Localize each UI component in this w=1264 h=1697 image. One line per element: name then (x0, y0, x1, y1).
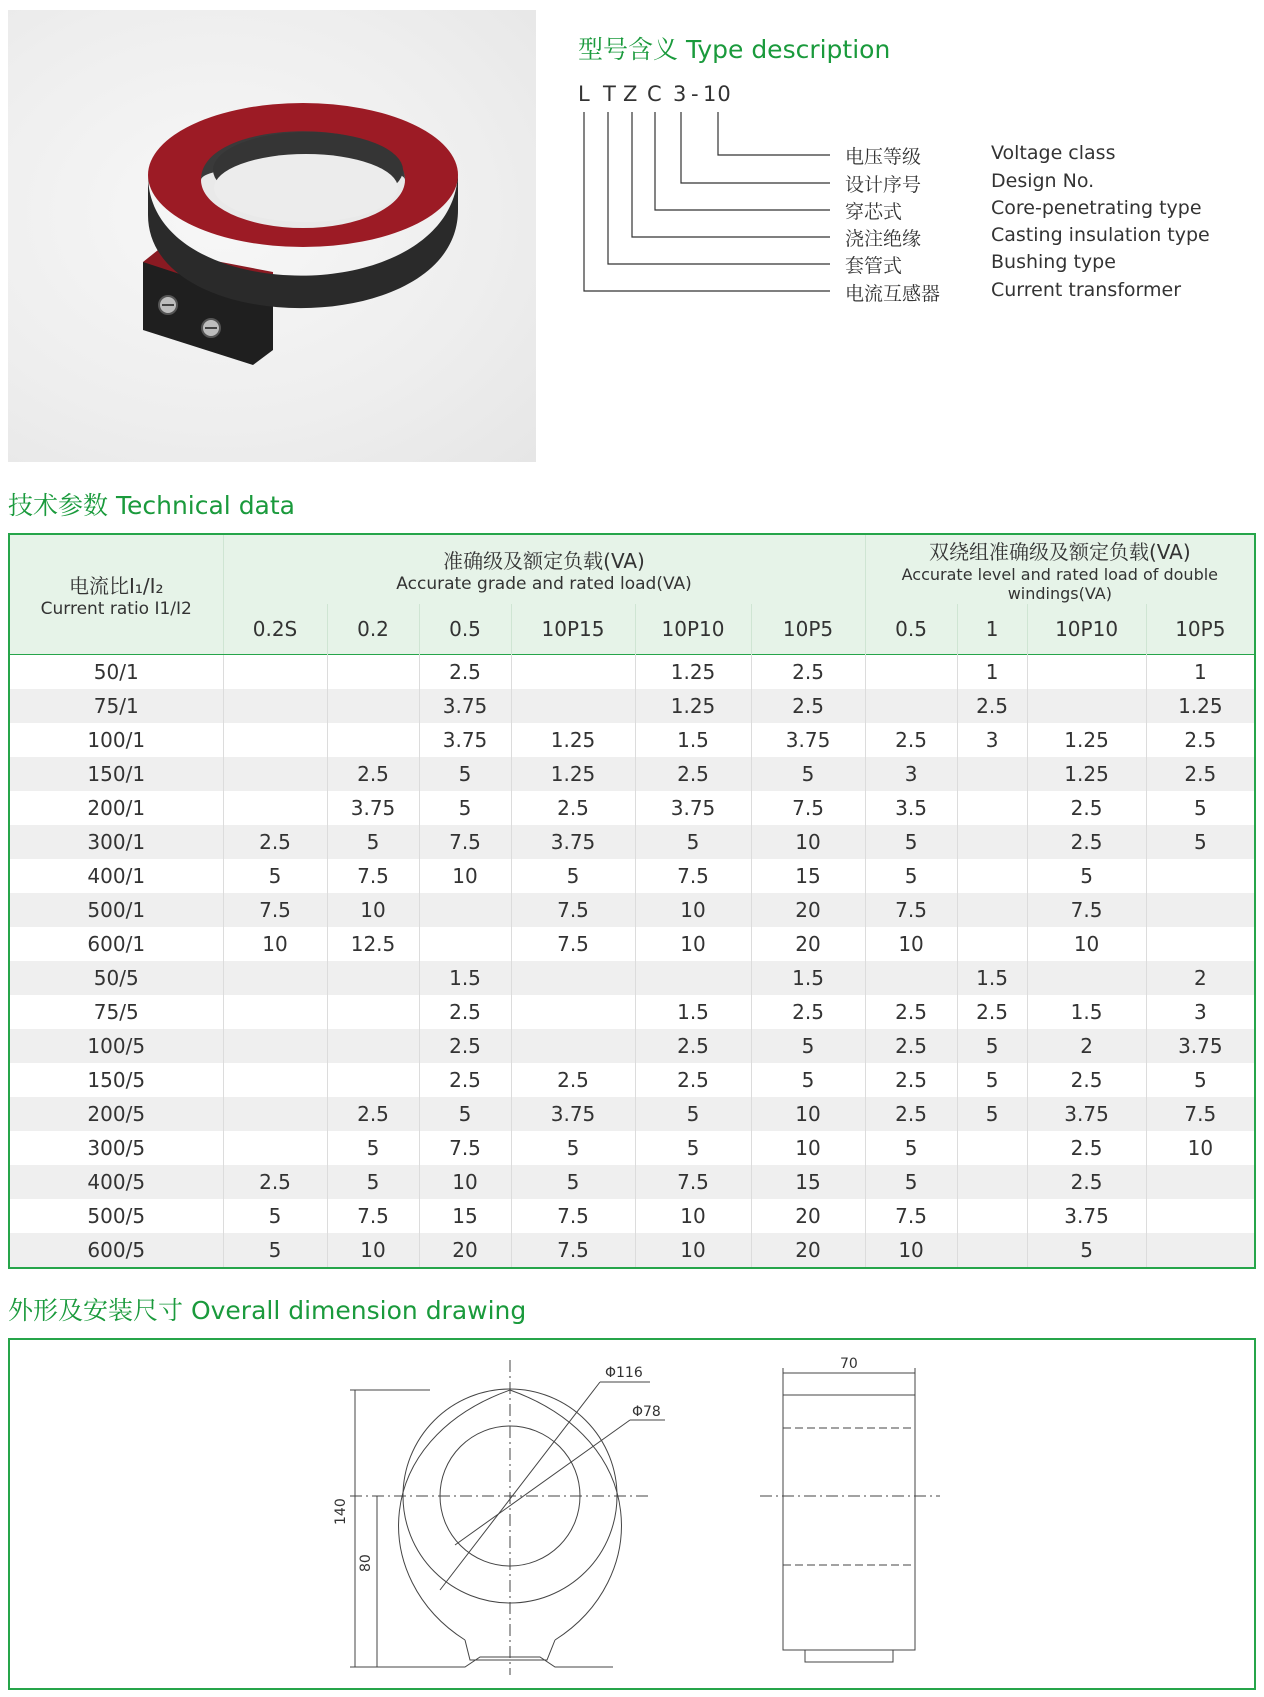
value-cell: 5 (635, 1131, 751, 1165)
column-header: 0.2S (223, 604, 327, 654)
value-cell: 10 (327, 893, 419, 927)
value-cell (327, 1063, 419, 1097)
code-letter-c: C (647, 82, 663, 106)
value-cell: 10 (751, 1131, 865, 1165)
value-cell: 2.5 (865, 1029, 957, 1063)
code-digit-3: 3 (673, 82, 688, 106)
value-cell: 10 (419, 859, 511, 893)
value-cell: 7.5 (327, 1199, 419, 1233)
group1-header: 准确级及额定负载(VA) Accurate grade and rated load(VA) (223, 535, 865, 604)
value-cell: 2.5 (635, 1063, 751, 1097)
column-header: 0.5 (419, 604, 511, 654)
value-cell: 20 (751, 927, 865, 961)
value-cell (511, 995, 635, 1029)
dim-total-height: 140 (333, 1498, 349, 1525)
value-cell (1027, 654, 1146, 689)
dim-outer-diameter: Φ116 (605, 1365, 643, 1381)
value-cell: 5 (1146, 791, 1254, 825)
table-row (10, 1063, 1254, 1097)
value-cell: 10 (751, 825, 865, 859)
value-cell (957, 1233, 1027, 1267)
ratio-cell: 100/5 (10, 1029, 223, 1063)
value-cell (1146, 859, 1254, 893)
value-cell (957, 825, 1027, 859)
value-cell: 7.5 (223, 893, 327, 927)
value-cell (327, 1029, 419, 1063)
value-cell: 2.5 (1146, 723, 1254, 757)
table-row (10, 1233, 1254, 1267)
value-cell (957, 893, 1027, 927)
value-cell (419, 927, 511, 961)
table-row (10, 689, 1254, 723)
column-header: 10P15 (511, 604, 635, 654)
value-cell: 15 (751, 859, 865, 893)
value-cell: 2.5 (511, 1063, 635, 1097)
value-cell: 1.5 (635, 723, 751, 757)
value-cell (511, 1029, 635, 1063)
value-cell: 2.5 (419, 995, 511, 1029)
value-cell (223, 689, 327, 723)
value-cell: 20 (751, 1233, 865, 1267)
dimension-drawing-title: 外形及安装尺寸 Overall dimension drawing (8, 1296, 527, 1325)
value-cell: 2.5 (957, 995, 1027, 1029)
ratio-cell: 200/1 (10, 791, 223, 825)
value-cell: 2.5 (1027, 825, 1146, 859)
value-cell: 3 (1146, 995, 1254, 1029)
value-cell: 1 (1146, 654, 1254, 689)
value-cell: 1.5 (635, 995, 751, 1029)
value-cell: 2.5 (635, 1029, 751, 1063)
table-row (10, 1131, 1254, 1165)
value-cell: 3.5 (865, 791, 957, 825)
value-cell: 3 (865, 757, 957, 791)
value-cell: 10 (635, 893, 751, 927)
value-cell: 3.75 (751, 723, 865, 757)
type-description-title: 型号含义 Type description (578, 35, 891, 64)
value-cell: 2.5 (865, 1063, 957, 1097)
value-cell (223, 757, 327, 791)
value-cell: 7.5 (635, 1165, 751, 1199)
ratio-cell: 300/1 (10, 825, 223, 859)
value-cell (223, 1131, 327, 1165)
column-header: 1 (957, 604, 1027, 654)
value-cell: 5 (511, 859, 635, 893)
value-cell: 7.5 (511, 893, 635, 927)
value-cell: 5 (419, 791, 511, 825)
value-cell: 2.5 (865, 995, 957, 1029)
value-cell: 1.5 (419, 961, 511, 995)
value-cell: 2.5 (751, 995, 865, 1029)
code-letter-t: T (603, 82, 617, 106)
value-cell (957, 1199, 1027, 1233)
value-cell (327, 995, 419, 1029)
value-cell (511, 654, 635, 689)
value-cell: 5 (635, 825, 751, 859)
value-cell: 3.75 (635, 791, 751, 825)
value-cell (1146, 1199, 1254, 1233)
value-cell: 5 (419, 757, 511, 791)
value-cell: 1.5 (957, 961, 1027, 995)
value-cell: 10 (865, 927, 957, 961)
value-cell (957, 927, 1027, 961)
value-cell: 1.25 (1027, 757, 1146, 791)
value-cell: 1.25 (511, 757, 635, 791)
value-cell: 5 (865, 859, 957, 893)
code-letter-l: L (578, 82, 591, 106)
value-cell: 7.5 (511, 1199, 635, 1233)
table-row (10, 859, 1254, 893)
value-cell: 10 (327, 1233, 419, 1267)
ratio-cell: 600/1 (10, 927, 223, 961)
value-cell: 3.75 (1027, 1097, 1146, 1131)
value-cell: 5 (223, 1199, 327, 1233)
value-cell: 5 (635, 1097, 751, 1131)
value-cell: 5 (865, 1131, 957, 1165)
value-cell: 10 (223, 927, 327, 961)
ratio-cell: 600/5 (10, 1233, 223, 1267)
value-cell: 5 (327, 825, 419, 859)
value-cell: 2.5 (865, 723, 957, 757)
value-cell: 10 (419, 1165, 511, 1199)
value-cell: 2.5 (751, 654, 865, 689)
value-cell: 10 (635, 1233, 751, 1267)
value-cell: 2.5 (635, 757, 751, 791)
value-cell: 2.5 (751, 689, 865, 723)
value-cell: 5 (223, 1233, 327, 1267)
value-cell: 10 (865, 1233, 957, 1267)
ratio-cell: 500/1 (10, 893, 223, 927)
value-cell (223, 654, 327, 689)
value-cell (1027, 689, 1146, 723)
value-cell (223, 1097, 327, 1131)
value-cell (957, 791, 1027, 825)
value-cell: 5 (1027, 1233, 1146, 1267)
value-cell: 5 (957, 1063, 1027, 1097)
value-cell: 5 (511, 1165, 635, 1199)
value-cell: 5 (957, 1097, 1027, 1131)
value-cell: 12.5 (327, 927, 419, 961)
value-cell: 7.5 (865, 1199, 957, 1233)
value-cell: 10 (635, 927, 751, 961)
value-cell: 2.5 (1027, 1063, 1146, 1097)
dim-inner-diameter: Φ78 (632, 1404, 661, 1420)
table-row (10, 1199, 1254, 1233)
value-cell: 3.75 (1027, 1199, 1146, 1233)
code-letter-z: Z (623, 82, 639, 106)
value-cell: 1.25 (1146, 689, 1254, 723)
value-cell (957, 1131, 1027, 1165)
value-cell (223, 995, 327, 1029)
value-cell: 2.5 (419, 654, 511, 689)
value-cell (511, 961, 635, 995)
value-cell: 2.5 (1027, 791, 1146, 825)
value-cell: 5 (751, 1063, 865, 1097)
dimension-drawing-panel (8, 1338, 1256, 1690)
ratio-cell: 75/5 (10, 995, 223, 1029)
technical-data-title: 技术参数 Technical data (8, 491, 295, 520)
value-cell (1146, 1165, 1254, 1199)
value-cell: 1.25 (635, 654, 751, 689)
value-cell: 7.5 (635, 859, 751, 893)
value-cell: 5 (751, 1029, 865, 1063)
value-cell: 2.5 (327, 1097, 419, 1131)
value-cell: 7.5 (327, 859, 419, 893)
value-cell: 5 (511, 1131, 635, 1165)
value-cell: 3.75 (327, 791, 419, 825)
column-header: 10P10 (635, 604, 751, 654)
value-cell: 1.5 (1027, 995, 1146, 1029)
value-cell: 2.5 (511, 791, 635, 825)
value-cell: 7.5 (511, 1233, 635, 1267)
value-cell: 1.5 (751, 961, 865, 995)
value-cell: 2.5 (1146, 757, 1254, 791)
value-cell (223, 961, 327, 995)
value-cell: 5 (1146, 825, 1254, 859)
table-row (10, 927, 1254, 961)
column-header: 0.5 (865, 604, 957, 654)
value-cell: 3.75 (511, 825, 635, 859)
value-cell: 5 (419, 1097, 511, 1131)
table-row (10, 995, 1254, 1029)
value-cell: 5 (751, 757, 865, 791)
value-cell: 3.75 (1146, 1029, 1254, 1063)
value-cell: 20 (751, 1199, 865, 1233)
value-cell (419, 893, 511, 927)
ratio-cell: 50/1 (10, 654, 223, 689)
value-cell (1027, 961, 1146, 995)
table-row (10, 1097, 1254, 1131)
value-cell (327, 689, 419, 723)
value-cell: 2.5 (1027, 1165, 1146, 1199)
value-cell: 5 (865, 825, 957, 859)
value-cell: 3.75 (419, 723, 511, 757)
value-cell: 7.5 (751, 791, 865, 825)
value-cell (1146, 893, 1254, 927)
dimension-drawing (10, 1340, 1254, 1688)
dim-width: 70 (840, 1356, 858, 1372)
value-cell (957, 757, 1027, 791)
value-cell: 2.5 (223, 1165, 327, 1199)
value-cell (1146, 927, 1254, 961)
value-cell: 5 (957, 1029, 1027, 1063)
value-cell: 10 (751, 1097, 865, 1131)
value-cell (865, 961, 957, 995)
value-cell: 7.5 (1027, 893, 1146, 927)
value-cell (635, 961, 751, 995)
value-cell: 2.5 (419, 1063, 511, 1097)
group2-header: 双绕组准确级及额定负载(VA) Accurate level and rated load of double windings(VA) (865, 535, 1254, 604)
table-row (10, 723, 1254, 757)
value-cell (327, 654, 419, 689)
value-cell (223, 1063, 327, 1097)
table-row (10, 791, 1254, 825)
value-cell: 2.5 (957, 689, 1027, 723)
table-row (10, 893, 1254, 927)
column-header: 10P5 (1146, 604, 1254, 654)
value-cell: 2.5 (223, 825, 327, 859)
value-cell: 2.5 (327, 757, 419, 791)
value-cell: 10 (1027, 927, 1146, 961)
value-cell: 15 (419, 1199, 511, 1233)
value-cell: 5 (327, 1131, 419, 1165)
value-cell (957, 1165, 1027, 1199)
ratio-cell: 300/5 (10, 1131, 223, 1165)
ratio-header: 电流比I₁/I₂ Current ratio I1/I2 (10, 535, 223, 654)
value-cell: 5 (327, 1165, 419, 1199)
value-cell (327, 961, 419, 995)
value-cell: 5 (223, 859, 327, 893)
value-cell: 1.25 (635, 689, 751, 723)
table-row (10, 654, 1254, 689)
ratio-cell: 400/5 (10, 1165, 223, 1199)
code-dash: - (691, 82, 700, 106)
ratio-cell: 400/1 (10, 859, 223, 893)
value-cell: 2 (1027, 1029, 1146, 1063)
ratio-cell: 75/1 (10, 689, 223, 723)
value-cell: 7.5 (1146, 1097, 1254, 1131)
value-cell: 5 (865, 1165, 957, 1199)
ratio-cell: 200/5 (10, 1097, 223, 1131)
code-digit-10: 10 (703, 82, 732, 106)
value-cell (223, 1029, 327, 1063)
table-row (10, 825, 1254, 859)
column-header: 10P10 (1027, 604, 1146, 654)
value-cell: 3 (957, 723, 1027, 757)
value-cell (511, 689, 635, 723)
value-cell: 2.5 (419, 1029, 511, 1063)
value-cell (1146, 1233, 1254, 1267)
value-cell (327, 723, 419, 757)
technical-data-table (8, 533, 1256, 1269)
value-cell: 5 (1146, 1063, 1254, 1097)
value-cell: 1 (957, 654, 1027, 689)
value-cell: 15 (751, 1165, 865, 1199)
table-row (10, 1165, 1254, 1199)
value-cell (865, 689, 957, 723)
value-cell (223, 723, 327, 757)
table-row (10, 961, 1254, 995)
ratio-cell: 150/5 (10, 1063, 223, 1097)
value-cell: 7.5 (419, 825, 511, 859)
dim-center-height: 80 (358, 1554, 374, 1572)
ratio-cell: 50/5 (10, 961, 223, 995)
value-cell: 7.5 (511, 927, 635, 961)
value-cell: 3.75 (419, 689, 511, 723)
value-cell (223, 791, 327, 825)
value-cell: 10 (1146, 1131, 1254, 1165)
value-cell: 10 (635, 1199, 751, 1233)
value-cell: 20 (751, 893, 865, 927)
value-cell: 1.25 (511, 723, 635, 757)
value-cell (957, 859, 1027, 893)
value-cell: 2 (1146, 961, 1254, 995)
value-cell: 7.5 (419, 1131, 511, 1165)
value-cell: 5 (1027, 859, 1146, 893)
value-cell: 20 (419, 1233, 511, 1267)
ratio-cell: 500/5 (10, 1199, 223, 1233)
table-row (10, 757, 1254, 791)
value-cell: 3.75 (511, 1097, 635, 1131)
column-header: 10P5 (751, 604, 865, 654)
value-cell (865, 654, 957, 689)
value-cell: 2.5 (1027, 1131, 1146, 1165)
ratio-cell: 100/1 (10, 723, 223, 757)
value-cell: 2.5 (865, 1097, 957, 1131)
value-cell: 7.5 (865, 893, 957, 927)
ratio-cell: 150/1 (10, 757, 223, 791)
column-header: 0.2 (327, 604, 419, 654)
value-cell: 1.25 (1027, 723, 1146, 757)
table-row (10, 1029, 1254, 1063)
